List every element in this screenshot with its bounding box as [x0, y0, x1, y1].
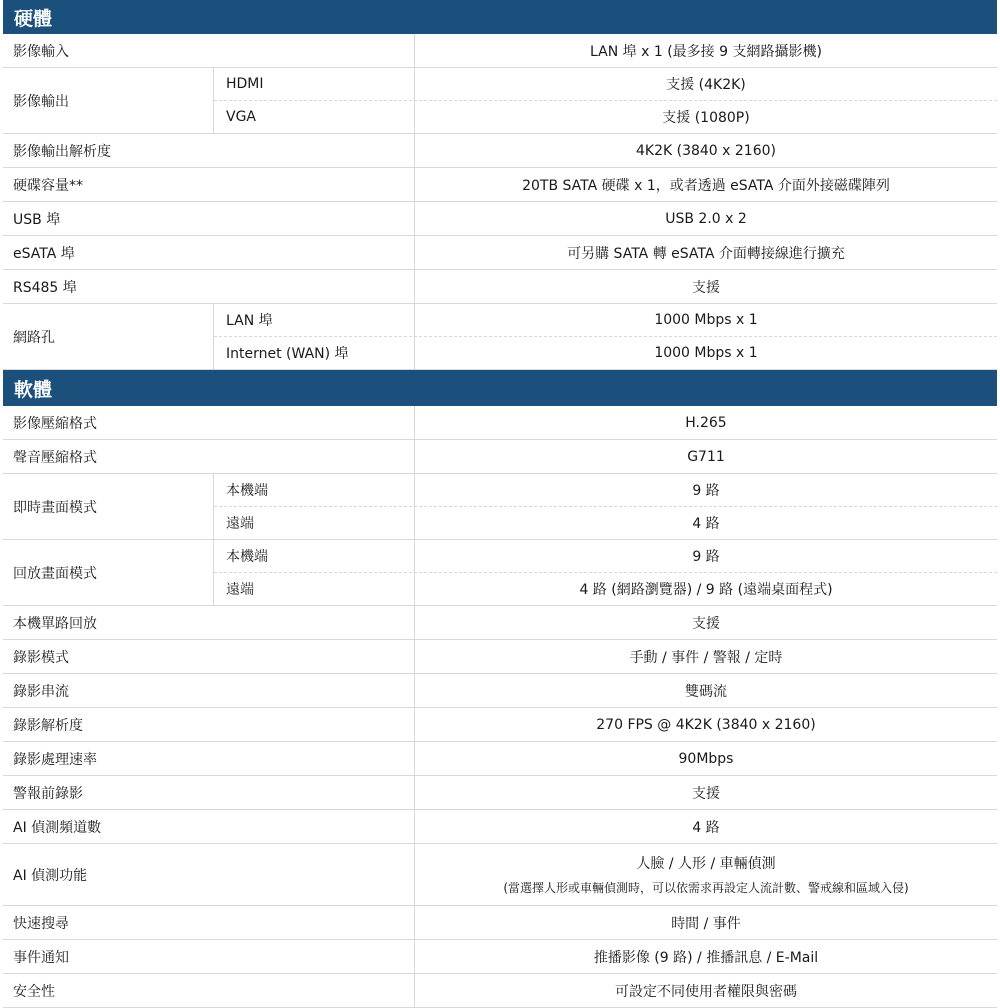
software-section-title: 軟體 [14, 378, 53, 401]
spec-value: 雙碼流 [685, 683, 727, 700]
spec-table [3, 0, 997, 1008]
spec-subrow [214, 100, 997, 133]
spec-label: 聲音壓縮格式 [3, 440, 415, 473]
spec-sub-label: 遠端 [214, 573, 415, 605]
spec-group-label: 即時畫面模式 [3, 474, 214, 539]
spec-value: 可設定不同使用者權限與密碼 [615, 983, 797, 1000]
spec-sub-label: 本機端 [214, 474, 415, 506]
spec-label: USB 埠 [3, 202, 415, 235]
spec-label: AI 偵測功能 [3, 844, 415, 905]
spec-row-output-resolution [3, 134, 997, 168]
spec-value: 推播影像 (9 路) / 推播訊息 / E-Mail [593, 949, 819, 966]
spec-label: AI 偵測頻道數 [3, 810, 415, 843]
spec-sub-value: 9 路 [692, 483, 720, 499]
spec-value: USB 2.0 x 2 [665, 210, 747, 227]
spec-value: 支援 [692, 615, 720, 632]
spec-row-record-resolution [3, 708, 997, 742]
spec-row-usb [3, 202, 997, 236]
spec-value: 時間 / 事件 [671, 915, 741, 932]
spec-row-record-mode [3, 640, 997, 674]
spec-row-rs485 [3, 270, 997, 304]
spec-label: RS485 埠 [3, 270, 415, 303]
spec-subrow [214, 336, 997, 369]
spec-value: 可另購 SATA 轉 eSATA 介面轉接線進行擴充 [567, 245, 845, 262]
spec-note: (當選擇人形或車輛偵測時，可以依需求再設定人流計數、警戒線和區域入侵) [503, 881, 909, 895]
hardware-section-header [3, 0, 997, 34]
spec-value: 支援 [692, 785, 720, 802]
spec-subrow [214, 304, 997, 336]
spec-label: 影像壓縮格式 [3, 406, 415, 439]
spec-label: 本機單路回放 [3, 606, 415, 639]
spec-row-esata [3, 236, 997, 270]
spec-group-label: 回放畫面模式 [3, 540, 214, 605]
spec-sub-value: 4 路 (網路瀏覽器) / 9 路 (遠端桌面程式) [579, 582, 833, 598]
spec-value: 90Mbps [678, 750, 734, 767]
spec-value: 4K2K (3840 x 2160) [636, 142, 776, 159]
spec-label: 快速搜尋 [3, 906, 415, 939]
spec-row-video-input [3, 34, 997, 68]
spec-subrow [214, 474, 997, 506]
spec-group-live-view [3, 474, 997, 540]
spec-sub-label: 遠端 [214, 507, 415, 539]
software-section-header [3, 370, 997, 406]
spec-value: G711 [687, 448, 725, 465]
spec-row-local-playback [3, 606, 997, 640]
spec-value: 20TB SATA 硬碟 x 1，或者透過 eSATA 介面外接磁碟陣列 [522, 177, 890, 194]
spec-sub-value: 支援 (4K2K) [666, 77, 746, 93]
spec-sub-value: 1000 Mbps x 1 [654, 312, 758, 328]
spec-value: 人臉 / 人形 / 車輛偵測 [636, 856, 776, 872]
spec-row-quick-search [3, 906, 997, 940]
spec-row-hdd-capacity [3, 168, 997, 202]
spec-sub-label: Internet (WAN) 埠 [214, 337, 415, 369]
spec-row-ai-function [3, 844, 997, 906]
spec-row-event-notify [3, 940, 997, 974]
spec-row-record-stream [3, 674, 997, 708]
spec-group-label: 影像輸出 [3, 68, 214, 133]
spec-sub-label: 本機端 [214, 540, 415, 572]
spec-row-security [3, 974, 997, 1008]
spec-row-video-compression [3, 406, 997, 440]
spec-label: 錄影處理速率 [3, 742, 415, 775]
spec-subrow [214, 68, 997, 100]
spec-label: 錄影模式 [3, 640, 415, 673]
spec-value: H.265 [685, 414, 727, 431]
spec-value: 4 路 [692, 819, 720, 836]
spec-sub-value: 支援 (1080P) [662, 110, 750, 126]
spec-group-video-output [3, 68, 997, 134]
spec-value: 手動 / 事件 / 警報 / 定時 [629, 649, 783, 666]
spec-value: 270 FPS @ 4K2K (3840 x 2160) [596, 716, 816, 733]
spec-row-audio-compression [3, 440, 997, 474]
spec-label: 硬碟容量** [3, 168, 415, 201]
spec-row-pre-alarm-record [3, 776, 997, 810]
spec-subrow [214, 572, 997, 605]
spec-sub-value: 9 路 [692, 549, 720, 565]
spec-label: eSATA 埠 [3, 236, 415, 269]
spec-label: 錄影解析度 [3, 708, 415, 741]
spec-label: 影像輸出解析度 [3, 134, 415, 167]
spec-row-ai-channels [3, 810, 997, 844]
spec-label: 影像輸入 [3, 34, 415, 67]
spec-sub-label: HDMI [214, 68, 415, 100]
spec-label: 警報前錄影 [3, 776, 415, 809]
spec-sub-value: 4 路 [692, 516, 720, 532]
hardware-section-title: 硬體 [14, 7, 53, 30]
spec-row-record-bitrate [3, 742, 997, 776]
spec-group-network [3, 304, 997, 370]
spec-sub-label: LAN 埠 [214, 304, 415, 336]
spec-label: 事件通知 [3, 940, 415, 973]
spec-group-playback-view [3, 540, 997, 606]
spec-subrow [214, 540, 997, 572]
spec-value: LAN 埠 x 1 (最多接 9 支網路攝影機) [590, 43, 822, 60]
spec-label: 錄影串流 [3, 674, 415, 707]
spec-group-label: 網路孔 [3, 304, 214, 369]
spec-sub-value: 1000 Mbps x 1 [654, 345, 758, 361]
spec-sub-label: VGA [214, 101, 415, 133]
spec-value: 支援 [692, 279, 720, 296]
spec-label: 安全性 [3, 974, 415, 1007]
spec-subrow [214, 506, 997, 539]
